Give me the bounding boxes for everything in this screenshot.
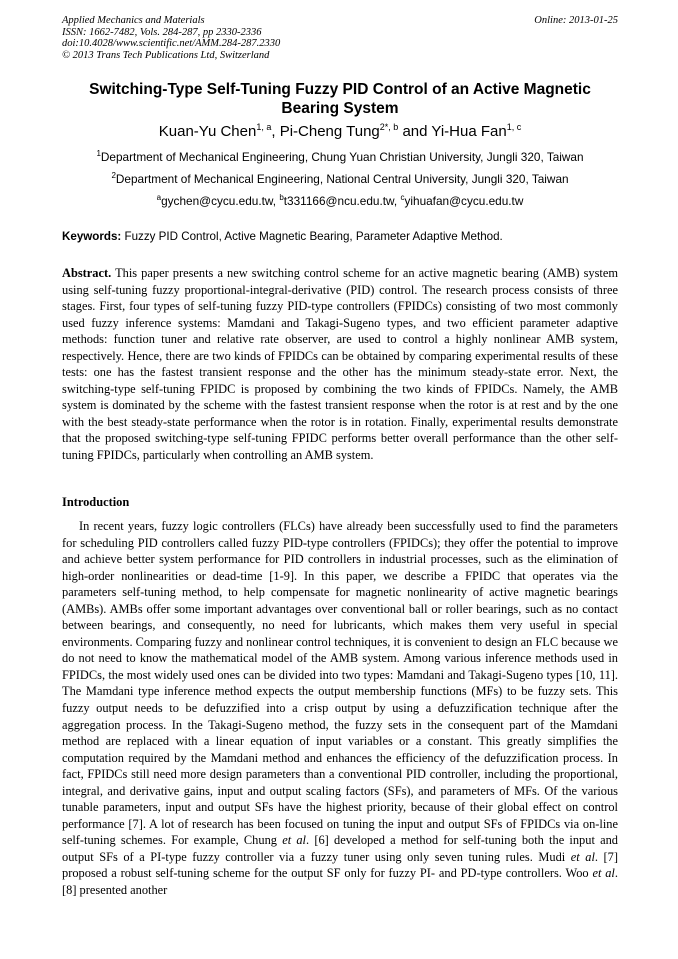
abstract-label: Abstract. [62, 266, 112, 280]
author-1-sup: 1, a [256, 122, 272, 132]
affiliation-2-sup: 2 [111, 171, 116, 180]
affiliation-2-text: Department of Mechanical Engineering, National Central University, Jungli 320, Taiwan [115, 172, 569, 186]
etal-3: et al [592, 866, 615, 881]
introduction-heading: Introduction [62, 495, 130, 509]
keywords [62, 229, 618, 244]
doi-line: doi:10.4028/www.scientific.net/AMM.284-287.2330 [62, 38, 281, 50]
paper-title: Switching-Type Self-Tuning Fuzzy PID Control of an Active Magnetic Bearing System [89, 81, 591, 117]
author-2-sup: 2*, b [379, 122, 399, 132]
keywords-text: Fuzzy PID Control, Active Magnetic Bearing, Parameter Adaptive Method. [124, 230, 503, 243]
author-1: Kuan-Yu Chen [158, 123, 257, 140]
email-c-sup: c [400, 193, 405, 202]
abstract-text: This paper presents a new switching control scheme for an active magnetic bearing (AMB) system using self-tuning fuzzy proportional-integral-derivative (PID) control. The research process consists of three stages. First, four types of self-tuning fuzzy PID-type controllers (FPIDCs) consisting of two most commonly used fuzzy inference systems: Mamdani and Takagi-Sugeno types, and two efficient parameter adaptive methods: function tuner and relative rate observer, are used to control a highly nonlinear AMB system, respectively. Hence, there are two kinds of FPIDCs can be obtained by comparing experimental results of these tests: one has the fastest transient response and the other has the minimum steady-state error. Next, the switching-type self-tuning FPIDC is proposed by combining the two kinds of FPIDCs. Namely, the AMB system is dominated by the scheme with the fastest transient response when the rotor is at rest and by the one with the best steady-state performance when the rotor is in rotation. Finally, experimental results demonstrate that the proposed switching-type self-tuning FPIDC performs better overall performance than the other self-tuning FPIDCs, particularly when controlling an AMB system. [62, 266, 619, 463]
author-and: and [402, 123, 428, 140]
online-date: Online: 2013-01-25 [534, 15, 618, 26]
affiliation-1 [62, 150, 618, 165]
affiliation-2 [62, 172, 618, 187]
intro-text-2: . [6] developed a method for self-tuning both the input and output SFs of a PI-type fuzzy controller via a fuzzy tuner using only seven tuning rules. Mudi [62, 833, 618, 864]
affiliation-1-sup: 1 [96, 149, 101, 158]
intro-text-3: . [7] proposed a robust self-tuning scheme for the output SF only for fuzzy PI- and PD-type controllers. Woo [62, 849, 618, 881]
email-line [62, 194, 618, 209]
author-3-sup: 1, c [506, 122, 522, 132]
copyright-line: © 2013 Trans Tech Publications Ltd, Switzerland [62, 49, 270, 61]
etal-1: et al [282, 833, 307, 848]
journal-header [62, 15, 618, 61]
issn-line: ISSN: 1662-7482, Vols. 284-287, pp 2330-2336 [62, 26, 262, 38]
intro-text-4: . [8] presented another [62, 866, 618, 898]
abstract [62, 265, 618, 464]
email-a: gychen@cycu.edu.tw, [161, 194, 277, 208]
email-c: yihuafan@cycu.edu.tw [404, 194, 524, 208]
introduction-body [62, 518, 618, 899]
email-b-sup: b [279, 193, 284, 202]
journal-name: Applied Mechanics and Materials [62, 15, 205, 26]
affiliation-1-text: Department of Mechanical Engineering, Chung Yuan Christian University, Jungli 320, Taiwan [100, 150, 584, 164]
email-a-sup: a [156, 193, 162, 202]
keywords-label: Keywords: [62, 230, 122, 243]
author-list: Kuan-Yu Chen$^{1, a}$, Pi-Cheng Tung$^{2*, b}$ and Yi-Hua Fan$^{1, c}$ [158, 122, 522, 140]
author-3: Yi-Hua Fan [431, 123, 507, 140]
etal-2: et al [570, 849, 595, 864]
email-b: t331166@ncu.edu.tw, [283, 194, 398, 208]
intro-text-1: In recent years, fuzzy logic controllers (FLCs) have already been successfully used to find the parameters for scheduling PID controllers called fuzzy PID-type controllers (FPIDCs); they offer the potential to improve and achieve better system performance for PID controllers in industrial processes, such as the elimination of high-order nonlinearities or dead-time [1-9]. In this paper, we describe a FPIDC that operates via the parameters self-tuning method, to help compensate for magnetic nonlinearity of active magnetic bearings (AMBs). AMBs offer some important advantages over conventional ball or roller bearings, such as no contact between bearings, and consequently, no need for lubricants, which makes them very useful in special environments. Comparing fuzzy and nonlinear control techniques, it is convenient to design an FLC because we do not need to know the mathematical model of the AMB system. Among various inference methods used in FPIDCs, the most widely used ones can be divided into two types: Mamdani and Takagi-Sugeno types [10, 11]. The Mamdani type inference method expects the output membership functions (MFs) to be fuzzy sets. This fuzzy output needs to be defuzzified into a crisp output by using a defuzzification technique after the aggregation process. In the Takagi-Sugeno method, the fuzzy sets in the consequent part of the Mamdani method are replaced with a linear equation of input variables or a constant. This greatly simplifies the computation required by the Mamdani method and enhances the efficiency of the defuzzification process. In fact, FPIDCs still need more design parameters than a conventional PID controller, including the proportional, integral, and derivative gains, input and output scaling factors (SFs), and parameters of MFs. Of the various tunable parameters, input and output SFs have the highest priority, because of their global effect on control performance [7]. A lot of research has been focused on tuning the input and output SFs of FPIDCs via on-line self-tuning schemes. For example, Chung [62, 519, 618, 848]
author-2: Pi-Cheng Tung [279, 123, 380, 140]
